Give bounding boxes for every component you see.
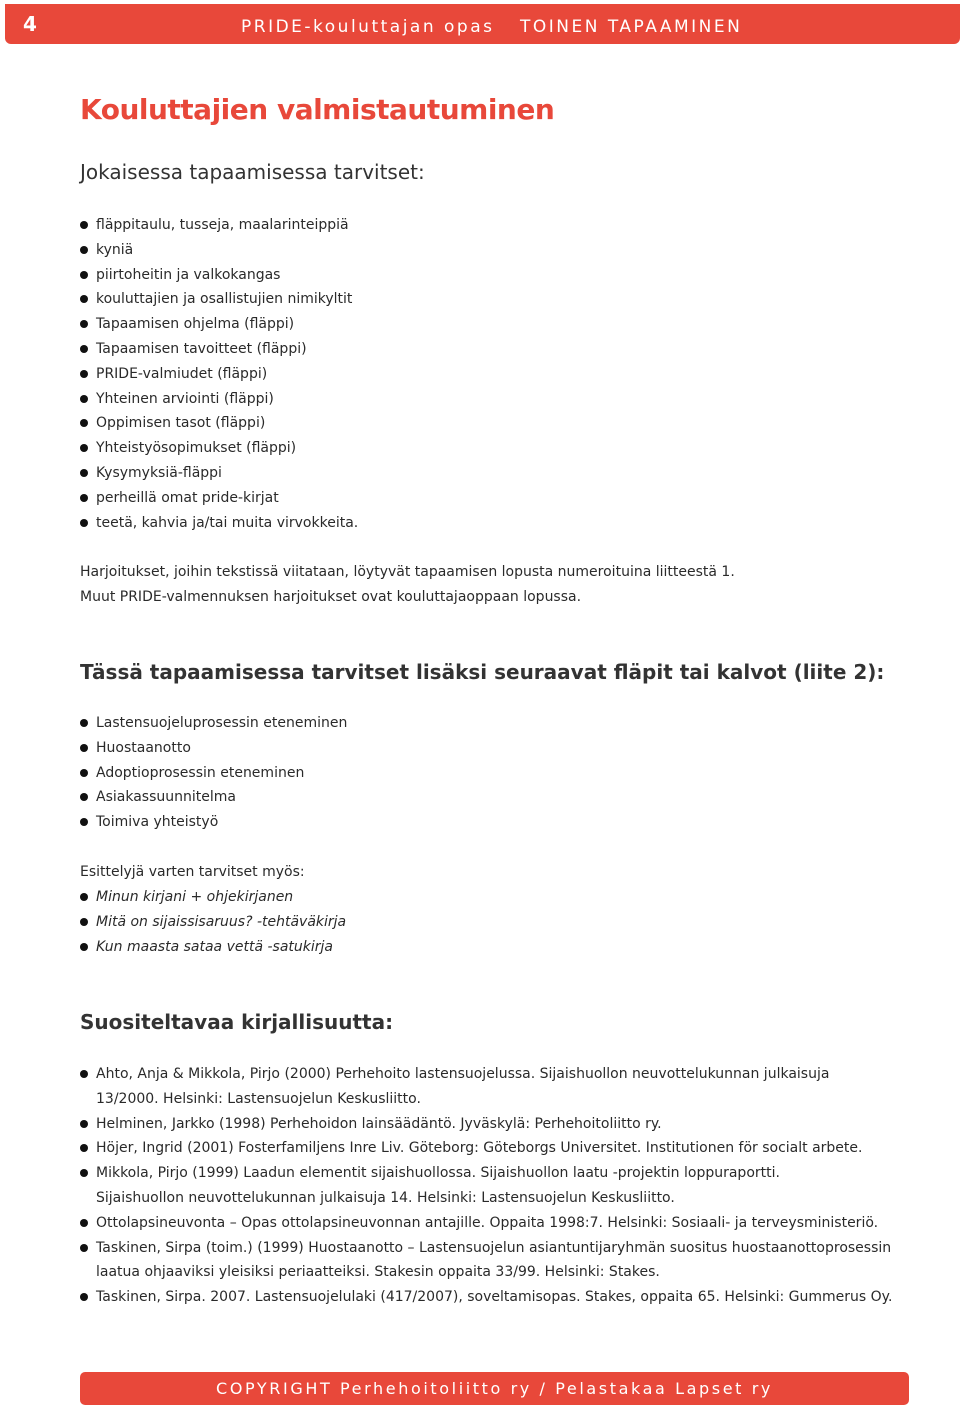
list-item: piirtoheitin ja valkokangas: [80, 263, 358, 288]
copyright-text: COPYRIGHT Perhehoitoliitto ry / Pelastakaa Lapset ry: [216, 1379, 773, 1398]
list-item: Asiakassuunnitelma: [80, 785, 347, 810]
list-item: Yhteinen arviointi (fläppi): [80, 387, 358, 412]
reference-line: 13/2000. Helsinki: Lastensuojelun Keskusliitto.: [96, 1090, 421, 1107]
presentation-list: [80, 885, 346, 959]
page-number: 4: [23, 12, 37, 36]
reference-item: [80, 1236, 916, 1286]
footer-bar: [80, 1372, 909, 1405]
exercise-note-line1: Harjoitukset, joihin tekstissä viitataan, löytyvät tapaamisen lopusta numeroituina liitteestä 1.: [80, 564, 735, 580]
guide-title: PRIDE-kouluttajan opas: [241, 17, 495, 37]
list-item: Tapaamisen tavoitteet (fläppi): [80, 337, 358, 362]
list-item: Tapaamisen ohjelma (fläppi): [80, 312, 358, 337]
reference-item: [80, 1285, 916, 1310]
reference-line: Ottolapsineuvonta – Opas ottolapsineuvonnan antajille. Oppaita 1998:7. Helsinki: Sosiaali- ja terveysministeriö.: [96, 1214, 879, 1231]
reference-line: Sijaishuollon neuvottelukunnan julkaisuja 14. Helsinki: Lastensuojelun Keskusliitto.: [96, 1189, 675, 1206]
section-heading-flipcharts: Tässä tapaamisessa tarvitset lisäksi seuraavat fläpit tai kalvot (liite 2):: [80, 660, 885, 684]
list-item: teetä, kahvia ja/tai muita virvokkeita.: [80, 511, 358, 536]
reference-item: [80, 1136, 916, 1161]
list-item: perheillä omat pride-kirjat: [80, 486, 358, 511]
list-item: kyniä: [80, 238, 358, 263]
section-heading-materials: Jokaisessa tapaamisessa tarvitset:: [80, 160, 425, 184]
list-item: Toimiva yhteistyö: [80, 810, 347, 835]
session-title: TOINEN TAPAAMINEN: [520, 17, 743, 37]
section-heading-literature: Suositeltavaa kirjallisuutta:: [80, 1010, 394, 1034]
reference-item: [80, 1161, 916, 1211]
reference-line: Mikkola, Pirjo (1999) Laadun elementit sijaishuollossa. Sijaishuollon laatu -projektin loppuraportti.: [96, 1165, 780, 1182]
reference-line: Taskinen, Sirpa. 2007. Lastensuojelulaki (417/2007), soveltamisopas. Stakes, oppaita 65. Helsinki: Gummerus Oy.: [96, 1289, 893, 1306]
page-title: Kouluttajien valmistautuminen: [80, 93, 555, 126]
reference-line: laatua ohjaaviksi yleisiksi periaatteiksi. Stakesin oppaita 33/99. Helsinki: Stakes.: [96, 1264, 660, 1281]
literature-list: [80, 1062, 916, 1310]
reference-item: [80, 1211, 916, 1236]
list-item: Oppimisen tasot (fläppi): [80, 411, 358, 436]
list-item: Huostaanotto: [80, 736, 347, 761]
presentation-label: Esittelyjä varten tarvitset myös:: [80, 864, 305, 880]
header-bar: [5, 4, 960, 44]
reference-line: Ahto, Anja & Mikkola, Pirjo (2000) Perhehoito lastensuojelussa. Sijaishuollon neuvottelukunnan julkaisuja: [96, 1066, 830, 1082]
list-item: Adoptioprosessin eteneminen: [80, 761, 347, 786]
list-item: Kysymyksiä-fläppi: [80, 461, 358, 486]
list-item: kouluttajien ja osallistujien nimikyltit: [80, 287, 358, 312]
reference-line: Taskinen, Sirpa (toim.) (1999) Huostaanotto – Lastensuojelun asiantuntijaryhmän suositus huostaanottoprosessin: [96, 1239, 892, 1256]
reference-item: [80, 1062, 916, 1112]
flipchart-list: [80, 711, 347, 835]
list-item: fläppitaulu, tusseja, maalarinteippiä: [80, 213, 358, 238]
exercise-note-line2: Muut PRIDE-valmennuksen harjoitukset ovat kouluttajaoppaan lopussa.: [80, 589, 582, 605]
reference-line: Helminen, Jarkko (1998) Perhehoidon lainsäädäntö. Jyväskylä: Perhehoitoliitto ry.: [96, 1115, 662, 1132]
list-item: PRIDE-valmiudet (fläppi): [80, 362, 358, 387]
list-item: Mitä on sijaissisaruus? -tehtäväkirja: [80, 910, 346, 935]
list-item: Yhteistyösopimukset (fläppi): [80, 436, 358, 461]
reference-item: [80, 1112, 916, 1137]
list-item: Minun kirjani + ohjekirjanen: [80, 885, 346, 910]
list-item: Kun maasta sataa vettä -satukirja: [80, 935, 346, 960]
reference-line: Höjer, Ingrid (2001) Fosterfamiljens Inre Liv. Göteborg: Göteborgs Universitet. Institutionen för socialt arbete.: [96, 1140, 863, 1157]
materials-list: [80, 213, 358, 535]
list-item: Lastensuojeluprosessin eteneminen: [80, 711, 347, 736]
